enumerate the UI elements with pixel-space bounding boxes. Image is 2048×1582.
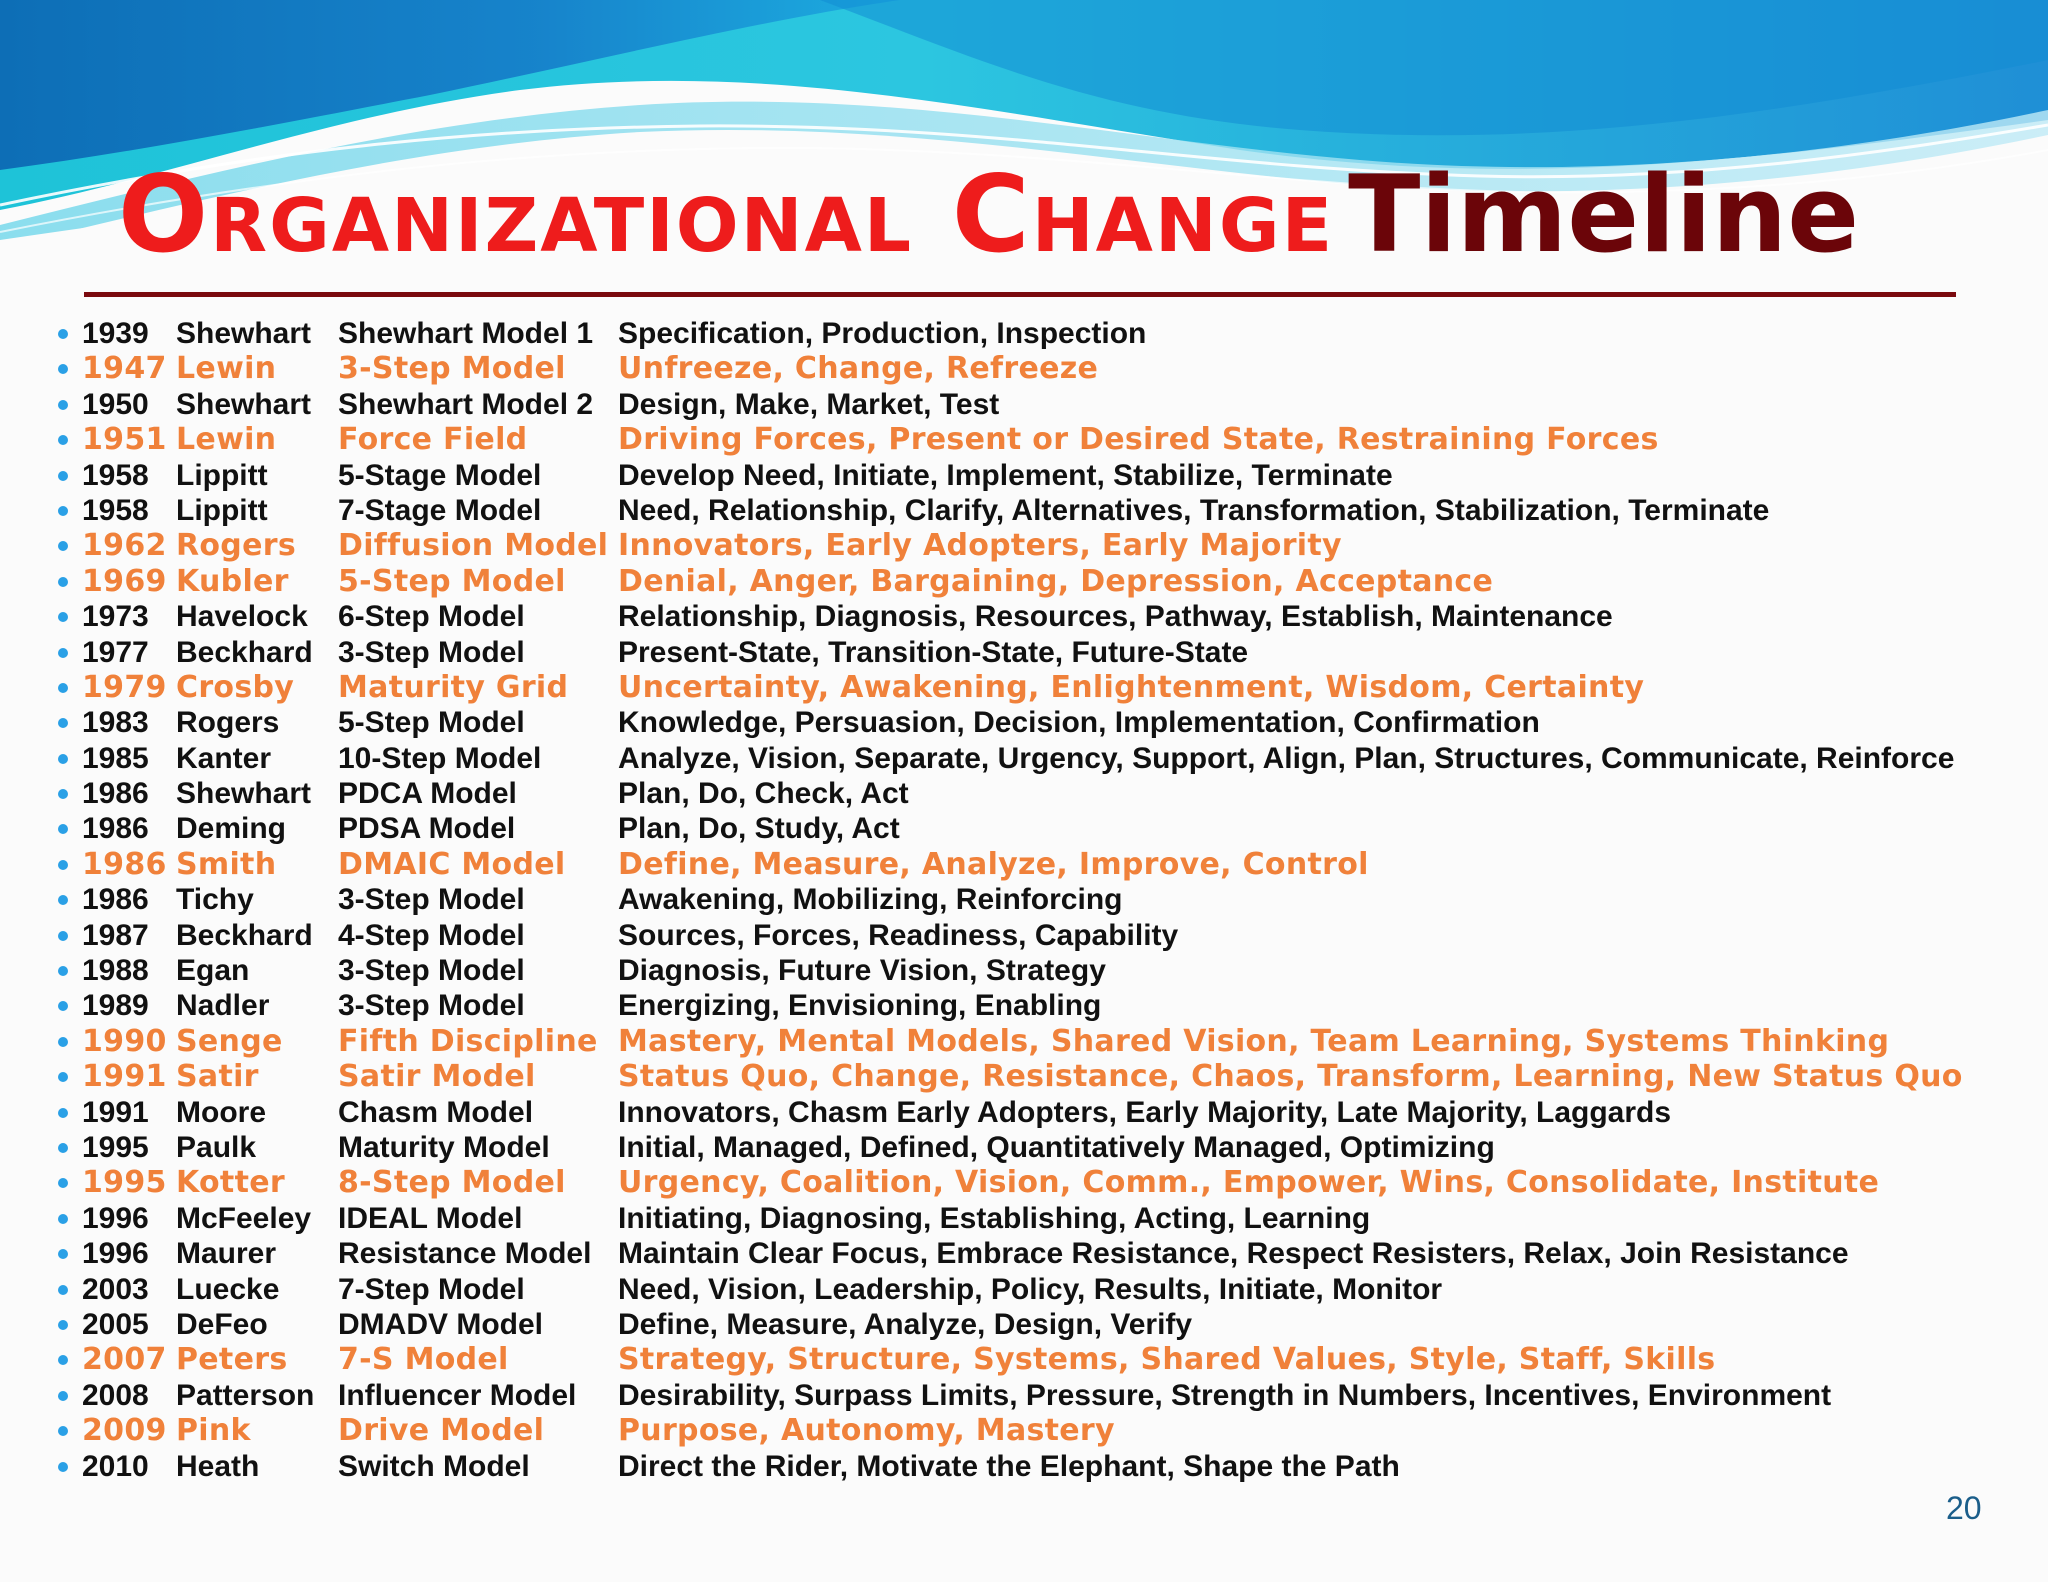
- timeline-person: DeFeo: [176, 1307, 268, 1341]
- bullet-icon: [58, 1037, 68, 1047]
- timeline-model: Maturity Model: [338, 1130, 550, 1164]
- timeline-model: Switch Model: [338, 1449, 530, 1483]
- bullet-icon: [58, 1108, 68, 1118]
- timeline-steps: Status Quo, Change, Resistance, Chaos, Transform, Learning, New Status Quo: [618, 1059, 1963, 1095]
- timeline-person: Tichy: [176, 883, 254, 917]
- timeline-model: Influencer Model: [338, 1378, 577, 1412]
- timeline-person: Lippitt: [176, 493, 268, 527]
- timeline-year: 1962: [82, 528, 167, 564]
- timeline-steps: Need, Relationship, Clarify, Alternatives, Transformation, Stabilization, Terminate: [618, 493, 1770, 527]
- timeline-model: 8-Step Model: [338, 1165, 566, 1201]
- timeline-model: 3-Step Model: [338, 989, 525, 1023]
- timeline-model: Maturity Grid: [338, 669, 569, 705]
- timeline-person: Kotter: [176, 1165, 285, 1201]
- timeline-model: Diffusion Model: [338, 528, 609, 564]
- page-number: 20: [1946, 1490, 1982, 1526]
- timeline-person: Rogers: [176, 706, 280, 740]
- timeline-steps: Denial, Anger, Bargaining, Depression, Acceptance: [618, 563, 1494, 599]
- timeline-model: Satir Model: [338, 1059, 536, 1095]
- timeline-person: Crosby: [176, 669, 295, 705]
- timeline-year: 2005: [82, 1307, 149, 1341]
- timeline-steps: Sources, Forces, Readiness, Capability: [618, 918, 1179, 952]
- bullet-icon: [58, 1391, 68, 1401]
- timeline-model: Fifth Discipline: [338, 1023, 598, 1059]
- timeline-steps: Desirability, Surpass Limits, Pressure, Strength in Numbers, Incentives, Environment: [618, 1378, 1832, 1412]
- timeline-person: Shewhart: [176, 387, 312, 421]
- timeline-year: 1951: [82, 422, 167, 458]
- timeline-model: 7-Step Model: [338, 1272, 525, 1306]
- timeline-model: 6-Step Model: [338, 600, 525, 634]
- timeline-steps: Knowledge, Persuasion, Decision, Implementation, Confirmation: [618, 706, 1540, 740]
- bullet-icon: [58, 648, 68, 658]
- timeline-steps: Innovators, Chasm Early Adopters, Early Majority, Late Majority, Laggards: [618, 1095, 1672, 1129]
- timeline-year: 1983: [82, 706, 149, 740]
- timeline-model: Chasm Model: [338, 1095, 534, 1129]
- timeline-year: 2008: [82, 1378, 149, 1412]
- timeline-steps: Diagnosis, Future Vision, Strategy: [618, 954, 1106, 988]
- timeline-person: Kanter: [176, 741, 272, 775]
- timeline-person: Havelock: [176, 600, 308, 634]
- timeline-year: 1986: [82, 777, 149, 811]
- timeline-model: 3-Step Model: [338, 954, 525, 988]
- timeline-year: 1973: [82, 600, 149, 634]
- timeline-steps: Energizing, Envisioning, Enabling: [618, 989, 1102, 1023]
- timeline-year: 1991: [82, 1059, 167, 1095]
- bullet-icon: [58, 824, 68, 834]
- timeline-steps: Need, Vision, Leadership, Policy, Results, Initiate, Monitor: [618, 1272, 1443, 1306]
- timeline-year: 1991: [82, 1095, 149, 1129]
- timeline-steps: Plan, Do, Study, Act: [618, 812, 900, 846]
- timeline-person: Paulk: [176, 1130, 257, 1164]
- bullet-icon: [58, 1143, 68, 1153]
- bullet-icon: [58, 329, 68, 339]
- bullet-icon: [58, 541, 68, 551]
- bullet-icon: [58, 1462, 68, 1472]
- timeline-person: McFeeley: [176, 1201, 312, 1235]
- timeline-steps: Innovators, Early Adopters, Early Majority: [618, 528, 1342, 564]
- timeline-steps: Specification, Production, Inspection: [618, 317, 1147, 350]
- timeline-steps: Mastery, Mental Models, Shared Vision, Team Learning, Systems Thinking: [618, 1023, 1890, 1059]
- bullet-icon: [58, 1285, 68, 1295]
- timeline-steps: Initiating, Diagnosing, Establishing, Acting, Learning: [618, 1201, 1371, 1235]
- timeline-model: DMAIC Model: [338, 846, 566, 882]
- timeline-year: 1950: [82, 387, 149, 421]
- timeline-model: Resistance Model: [338, 1237, 592, 1271]
- bullet-icon: [58, 789, 68, 799]
- bullet-icon: [58, 966, 68, 976]
- timeline-steps: Present-State, Transition-State, Future-State: [618, 635, 1249, 669]
- bullet-icon: [58, 1072, 68, 1082]
- timeline-model: PDSA Model: [338, 812, 516, 846]
- timeline-model: 5-Stage Model: [338, 458, 542, 492]
- timeline-year: 1977: [82, 635, 149, 669]
- timeline-model: 3-Step Model: [338, 351, 566, 387]
- timeline-model: 7-S Model: [338, 1342, 509, 1378]
- timeline-model: 5-Step Model: [338, 706, 525, 740]
- slide-title-main: Organizational Change: [118, 153, 1335, 276]
- timeline-steps: Analyze, Vision, Separate, Urgency, Support, Align, Plan, Structures, Communicate, Reinforce: [618, 741, 1955, 775]
- timeline-person: Heath: [176, 1449, 260, 1483]
- timeline-person: Nadler: [176, 989, 270, 1023]
- timeline-model: 7-Stage Model: [338, 493, 542, 527]
- timeline-person: Beckhard: [176, 635, 313, 669]
- timeline-steps: Maintain Clear Focus, Embrace Resistance, Respect Resisters, Relax, Join Resistance: [618, 1237, 1849, 1271]
- timeline-steps: Driving Forces, Present or Desired State, Restraining Forces: [618, 422, 1659, 458]
- timeline-year: 1996: [82, 1201, 149, 1235]
- timeline-person: Moore: [176, 1095, 266, 1129]
- timeline-model: 10-Step Model: [338, 741, 542, 775]
- timeline-model: Force Field: [338, 422, 528, 458]
- timeline-person: Kubler: [176, 563, 289, 599]
- timeline-steps: Uncertainty, Awakening, Enlightenment, Wisdom, Certainty: [618, 669, 1645, 705]
- slide-title: [118, 153, 1860, 276]
- bullet-icon: [58, 683, 68, 693]
- timeline-steps: Purpose, Autonomy, Mastery: [618, 1413, 1115, 1449]
- timeline-person: Lewin: [176, 422, 277, 458]
- bullet-icon: [58, 895, 68, 905]
- timeline-person: Egan: [176, 954, 250, 988]
- timeline-person: Satir: [176, 1059, 259, 1095]
- timeline-year: 1986: [82, 883, 149, 917]
- timeline-year: 1969: [82, 563, 167, 599]
- timeline-person: Lewin: [176, 351, 277, 387]
- bullet-icon: [58, 1320, 68, 1330]
- timeline-year: 1986: [82, 846, 167, 882]
- timeline-model: 3-Step Model: [338, 635, 525, 669]
- timeline-year: 2007: [82, 1342, 167, 1378]
- timeline-steps: Awakening, Mobilizing, Reinforcing: [618, 883, 1123, 917]
- timeline-person: Rogers: [176, 528, 296, 564]
- timeline-year: 1986: [82, 812, 149, 846]
- bullet-icon: [58, 400, 68, 410]
- timeline-year: 1939: [82, 317, 149, 350]
- timeline-model: Shewhart Model 1: [338, 317, 594, 350]
- timeline-year: 1979: [82, 669, 167, 705]
- bullet-icon: [58, 1249, 68, 1259]
- timeline-year: 2003: [82, 1272, 149, 1306]
- bullet-icon: [58, 612, 68, 622]
- timeline-model: 4-Step Model: [338, 918, 525, 952]
- timeline-person: Peters: [176, 1342, 288, 1378]
- timeline-steps: Direct the Rider, Motivate the Elephant, Shape the Path: [618, 1449, 1400, 1483]
- timeline-model: 5-Step Model: [338, 563, 566, 599]
- bullet-icon: [58, 1355, 68, 1365]
- timeline-year: 1987: [82, 918, 149, 952]
- timeline-year: 1958: [82, 493, 149, 527]
- timeline-steps: Urgency, Coalition, Vision, Comm., Empower, Wins, Consolidate, Institute: [618, 1165, 1880, 1201]
- timeline-model: PDCA Model: [338, 777, 517, 811]
- bullet-icon: [58, 1178, 68, 1188]
- timeline-year: 1988: [82, 954, 149, 988]
- bullet-icon: [58, 718, 68, 728]
- timeline-year: 1996: [82, 1237, 149, 1271]
- timeline-model: Drive Model: [338, 1413, 545, 1449]
- bullet-icon: [58, 860, 68, 870]
- bullet-icon: [58, 1426, 68, 1436]
- timeline-year: 2010: [82, 1449, 149, 1483]
- timeline-person: Senge: [176, 1023, 283, 1059]
- bullet-icon: [58, 471, 68, 481]
- timeline-person: Patterson: [176, 1378, 315, 1412]
- timeline-year: 2009: [82, 1413, 167, 1449]
- timeline-person: Maurer: [176, 1237, 277, 1271]
- bullet-icon: [58, 931, 68, 941]
- bullet-icon: [58, 364, 68, 374]
- bullet-icon: [58, 754, 68, 764]
- timeline-steps: Define, Measure, Analyze, Improve, Control: [618, 846, 1369, 882]
- timeline-year: 1985: [82, 741, 149, 775]
- timeline-year: 1995: [82, 1130, 149, 1164]
- timeline-year: 1995: [82, 1165, 167, 1201]
- timeline-steps: Relationship, Diagnosis, Resources, Pathway, Establish, Maintenance: [618, 600, 1613, 634]
- bullet-icon: [58, 1214, 68, 1224]
- bullet-icon: [58, 577, 68, 587]
- timeline-year: 1989: [82, 989, 149, 1023]
- bullet-icon: [58, 506, 68, 516]
- slide-title-timeline: Timeline: [1348, 153, 1860, 276]
- timeline-steps: Define, Measure, Analyze, Design, Verify: [618, 1307, 1193, 1341]
- timeline-person: Deming: [176, 812, 287, 846]
- timeline-steps: Develop Need, Initiate, Implement, Stabilize, Terminate: [618, 458, 1393, 492]
- timeline-model: 3-Step Model: [338, 883, 525, 917]
- timeline-steps: Unfreeze, Change, Refreeze: [618, 351, 1099, 387]
- timeline-steps: Strategy, Structure, Systems, Shared Values, Style, Staff, Skills: [618, 1342, 1716, 1378]
- timeline-steps: Plan, Do, Check, Act: [618, 777, 909, 811]
- timeline-year: 1990: [82, 1023, 167, 1059]
- timeline-person: Beckhard: [176, 918, 313, 952]
- timeline-model: IDEAL Model: [338, 1201, 523, 1235]
- timeline-model: DMADV Model: [338, 1307, 543, 1341]
- timeline-person: Lippitt: [176, 458, 268, 492]
- timeline-model: Shewhart Model 2: [338, 387, 594, 421]
- timeline-person: Luecke: [176, 1272, 280, 1306]
- title-divider: [84, 292, 1956, 297]
- timeline-steps: Design, Make, Market, Test: [618, 387, 1000, 421]
- timeline-person: Shewhart: [176, 777, 312, 811]
- timeline-person: Pink: [176, 1413, 251, 1449]
- timeline-year: 1947: [82, 351, 167, 387]
- timeline-person: Smith: [176, 846, 277, 882]
- bullet-icon: [58, 1001, 68, 1011]
- bullet-icon: [58, 435, 68, 445]
- timeline-steps: Initial, Managed, Defined, Quantitatively Managed, Optimizing: [618, 1130, 1495, 1164]
- timeline-person: Shewhart: [176, 317, 312, 350]
- timeline-year: 1958: [82, 458, 149, 492]
